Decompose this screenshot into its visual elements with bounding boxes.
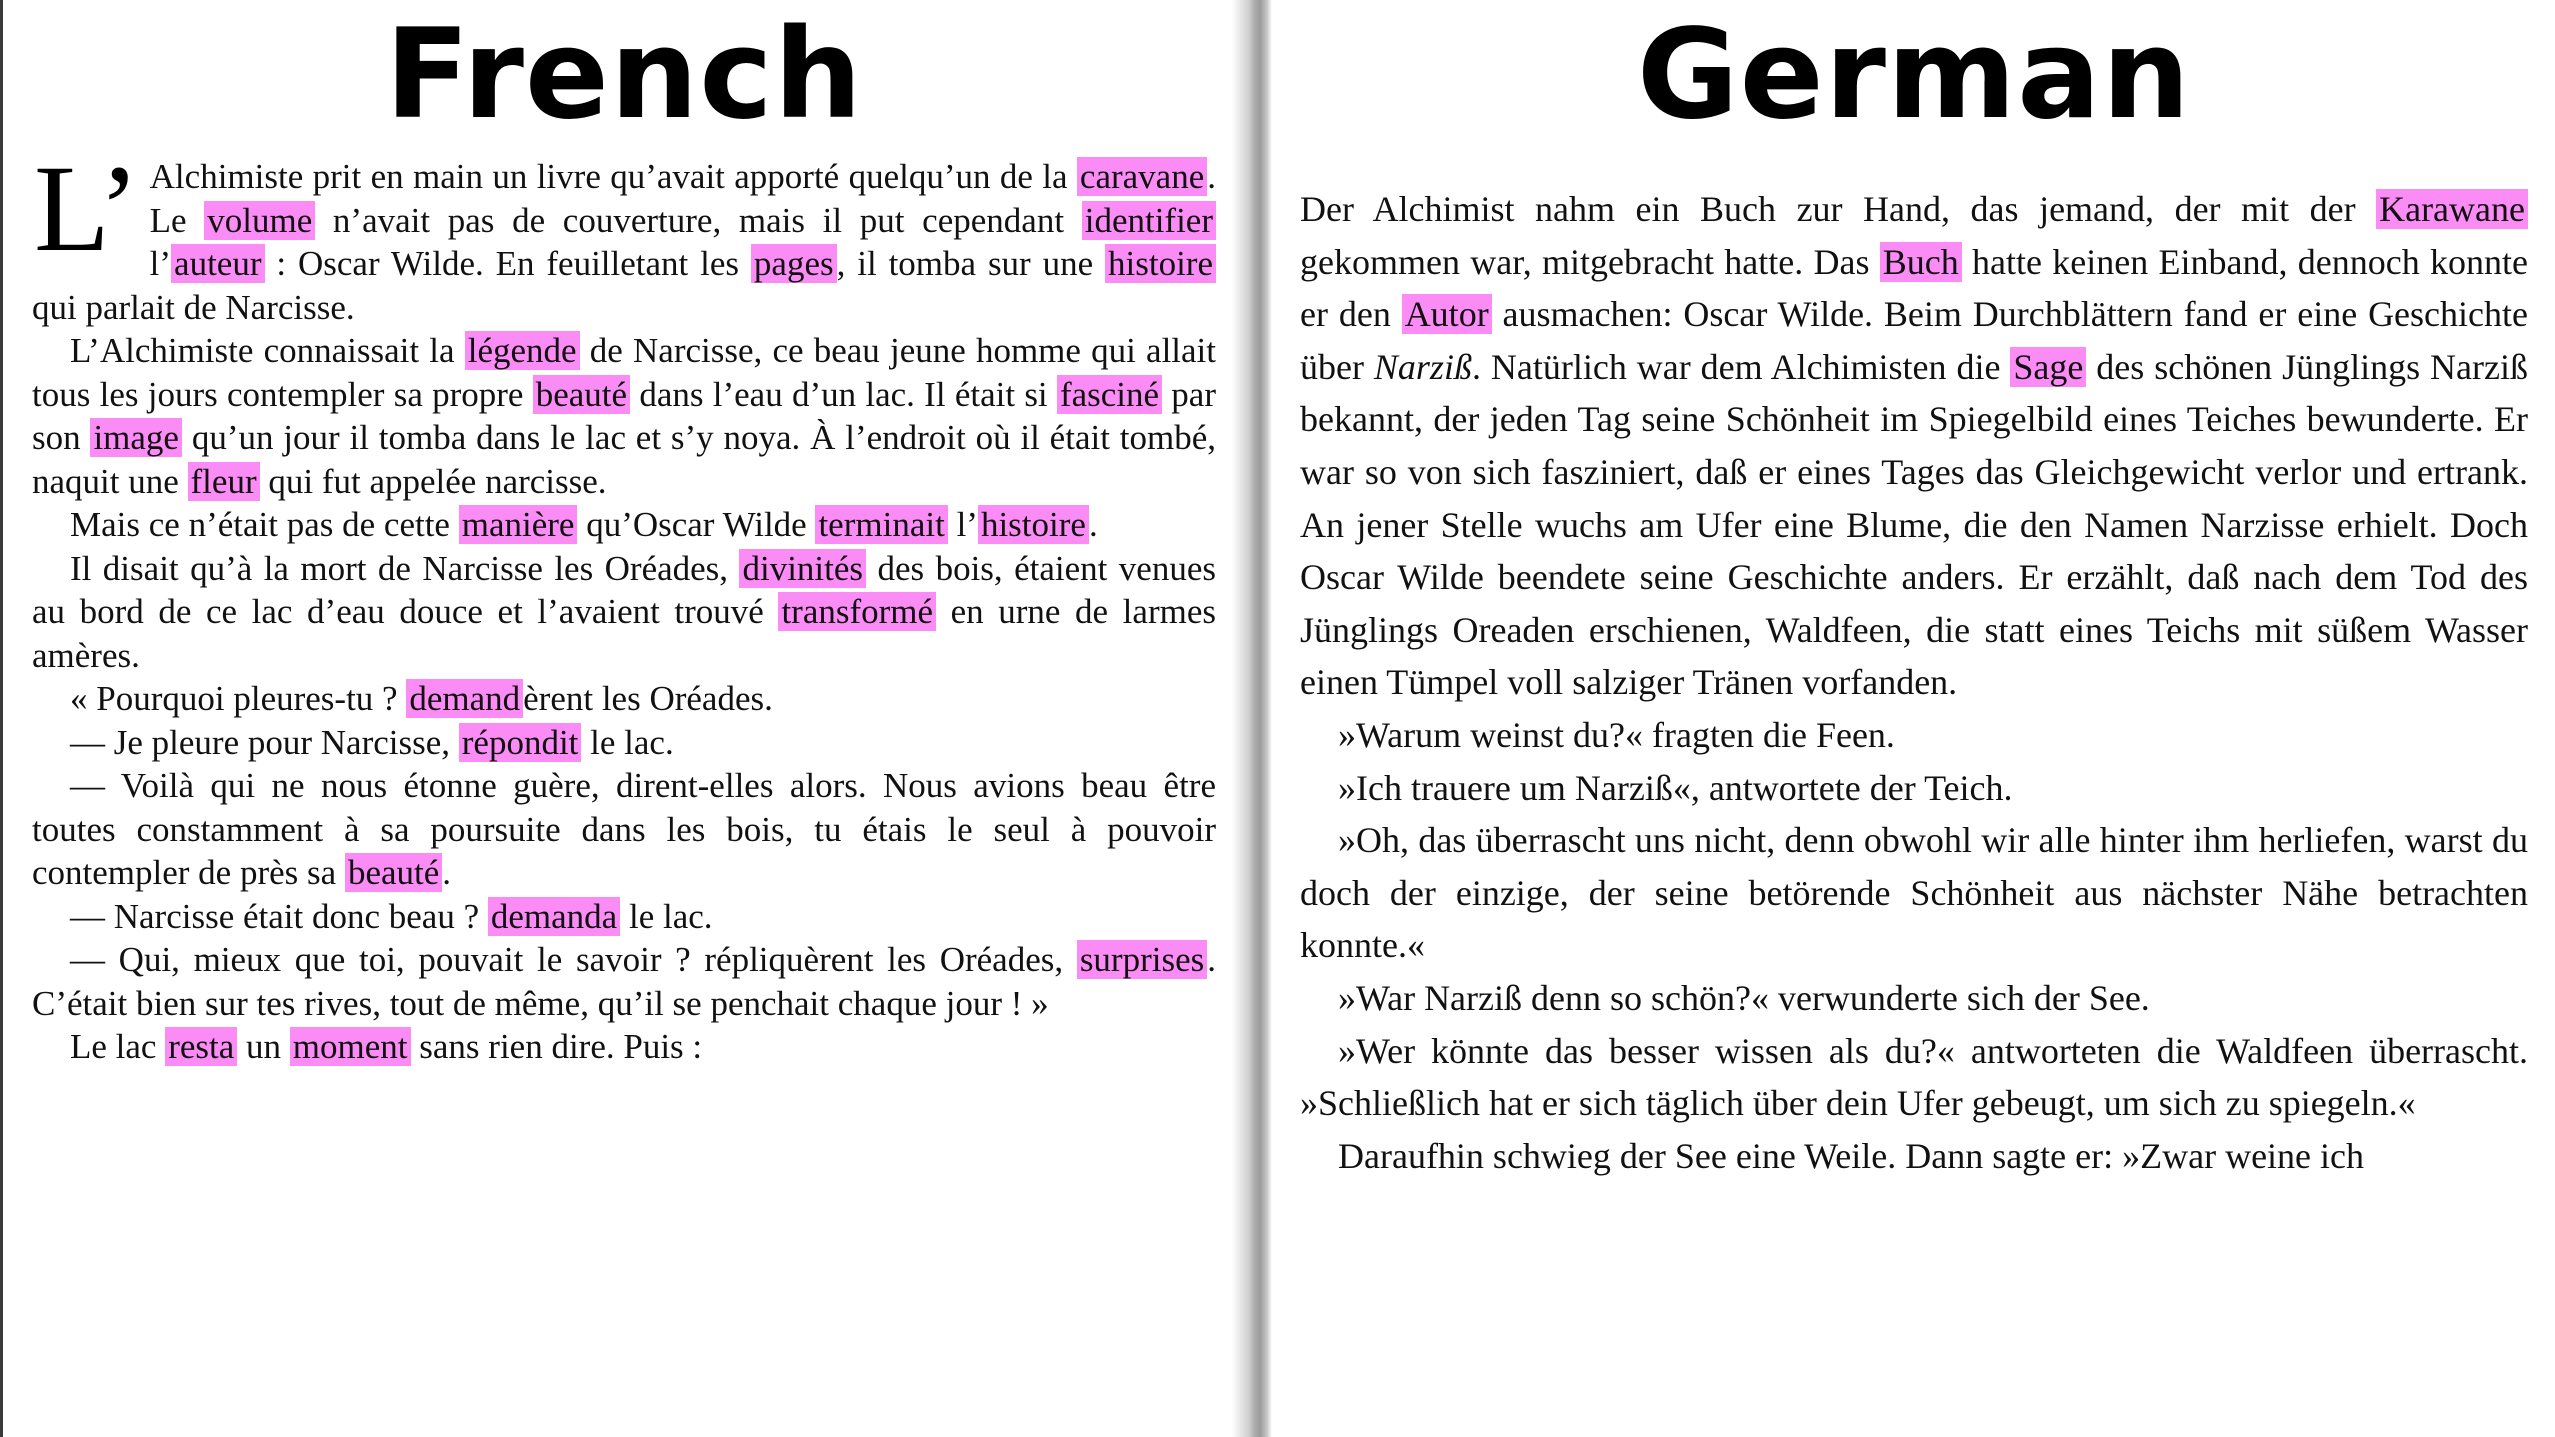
french-text <box>32 140 1217 1069</box>
drop-cap: L’ <box>34 140 140 277</box>
highlighted-word: Buch <box>1880 242 1962 282</box>
paragraph <box>32 503 1216 547</box>
highlighted-word: identifier <box>1082 201 1216 240</box>
text-segment: sans rien dire. Puis : <box>410 1027 703 1066</box>
highlighted-word: Sage <box>2010 347 2086 387</box>
text-segment: — Narcisse était donc beau ? <box>70 896 488 936</box>
paragraph <box>32 938 1216 1025</box>
text-segment: gekommen war, mitgebracht hatte. Das <box>1300 241 1880 282</box>
paragraph <box>32 677 1216 721</box>
highlighted-word: divinités <box>739 549 866 588</box>
text-segment: qu’un jour il tomba dans le lac et s’y noya. À l’endroit où il était tombé, naquit une <box>32 418 1216 501</box>
paragraph <box>32 547 1216 678</box>
highlighted-word: histoire <box>1105 244 1216 283</box>
text-segment: ausmachen: Oscar Wilde. Beim Durchblättern fand er eine Geschichte über <box>1300 294 2528 387</box>
paragraph <box>32 1025 1216 1069</box>
german-column <box>1300 0 2528 1182</box>
paragraph <box>1300 814 2528 972</box>
french-column <box>32 0 1216 1069</box>
highlighted-word: répondit <box>459 723 582 762</box>
text-segment: de Narcisse, ce beau jeune homme qui allait tous les jours contempler sa propre <box>32 331 1217 414</box>
highlighted-word: pages <box>751 244 837 283</box>
paragraph <box>32 329 1216 503</box>
text-segment: èrent les Oréades. <box>523 679 773 718</box>
highlighted-word: moment <box>290 1027 411 1066</box>
text-segment: Il disait qu’à la mort de Narcisse les Oréades, <box>70 548 740 588</box>
text-segment: — Qui, mieux que toi, pouvait le savoir ? répliquèrent les Oréades, <box>70 940 1077 979</box>
highlighted-word: terminait <box>815 505 947 544</box>
paragraph <box>32 895 1216 939</box>
text-segment: — Je pleure pour Narcisse, <box>70 722 459 762</box>
french-heading: French <box>384 3 864 147</box>
italic-word: Narziß <box>1373 346 1472 387</box>
german-heading: German <box>1636 3 2192 147</box>
text-segment: « Pourquoi pleures-tu ? <box>70 679 407 718</box>
highlighted-word: beauté <box>345 853 442 892</box>
highlighted-word: image <box>90 418 182 457</box>
highlighted-word: transformé <box>778 592 936 631</box>
text-segment: »Oh, das überrascht uns nicht, denn obwohl wir alle hinter ihm herliefen, warst du doch der einzige, der seine betörende Schönheit aus nächster Nähe betrachten konnte.« <box>1300 820 2528 966</box>
highlighted-word: manière <box>459 505 578 544</box>
paragraph <box>1300 1130 2528 1183</box>
highlighted-word: volume <box>204 201 315 240</box>
text-segment: l’ <box>149 244 172 283</box>
highlighted-word: caravane <box>1077 157 1207 196</box>
text-segment: des schönen Jünglings Narziß bekannt, der jeden Tag seine Schönheit im Spiegelbild eines Teiches bewunderte. Er war so von sich fasziniert, daß er eines Tages das Gleichgewicht verlor und ertrank. An jener Stelle wuchs am Ufer eine Blume, die den Namen Narzisse erhielt. Doch Oscar Wilde beendete seine Geschichte anders. Er erzählt, daß nach dem Tod des Jünglings Oreaden erschienen, Waldfeen, die statt eines Teichs mit süßem Wasser einen Tümpel voll salziger Tränen vorfanden. <box>1300 346 2528 703</box>
text-segment: qui parlait de Narcisse. <box>32 287 355 327</box>
text-segment: par son <box>32 374 1216 457</box>
text-segment: un <box>237 1027 290 1066</box>
text-segment: des bois, étaient venues au bord de ce lac d’eau douce et l’avaient trouvé <box>32 548 1216 631</box>
text-segment: Daraufhin schwieg der See eine Weile. Dann sagte er: »Zwar weine ich <box>1338 1135 2365 1176</box>
highlighted-word: fleur <box>188 462 260 501</box>
text-segment: Le lac <box>70 1027 166 1066</box>
text-segment: dans l’eau d’un lac. Il était si <box>630 374 1057 414</box>
text-segment: qui fut appelée narcisse. <box>259 461 607 501</box>
paragraph <box>32 140 1216 329</box>
german-text <box>1300 183 2528 1182</box>
text-segment: . C’était bien sur tes rives, tout de même, qu’il se penchait chaque jour ! » <box>32 940 1216 1023</box>
highlighted-word: légende <box>465 331 580 370</box>
paragraph <box>1300 762 2528 815</box>
text-segment: qu’Oscar Wilde <box>577 505 816 544</box>
text-segment: en urne de larmes amères. <box>32 592 1216 675</box>
text-segment: hatte keinen Einband, dennoch konnte er den <box>1300 241 2528 335</box>
highlighted-word: histoire <box>978 505 1089 544</box>
paragraph <box>1300 972 2528 1025</box>
text-segment: n’avait pas de couverture, mais il put cependant <box>315 200 1082 240</box>
highlighted-word: resta <box>165 1027 237 1066</box>
paragraph <box>1300 709 2528 762</box>
page-divider <box>1232 0 1272 1437</box>
text-segment: L’Alchimiste connaissait la <box>70 331 465 370</box>
highlighted-word: auteur <box>171 244 264 283</box>
text-segment: l’ <box>947 505 978 544</box>
text-segment: »Wer könnte das besser wissen als du?« antworteten die Waldfeen überrascht. »Schließlich hat er sich täglich über dein Ufer gebeugt, um sich zu spiegeln.« <box>1300 1030 2528 1124</box>
text-segment: : Oscar Wilde. En feuilletant les <box>264 244 751 283</box>
highlighted-word: beauté <box>533 375 630 414</box>
page-left-border <box>0 0 3 1437</box>
highlighted-word: demanda <box>488 897 620 936</box>
paragraph <box>1300 1025 2528 1130</box>
highlighted-word: Autor <box>1402 294 1492 334</box>
text-segment: Alchimiste prit en main un livre qu’avait apporté quelqu’un de la <box>149 157 1077 196</box>
text-segment: »War Narziß denn so schön?« verwunderte sich der See. <box>1338 977 2150 1018</box>
paragraph <box>32 721 1216 765</box>
text-segment: le lac. <box>620 896 713 936</box>
text-segment: . Le <box>149 157 1216 240</box>
highlighted-word: demand <box>406 679 523 718</box>
text-segment: le lac. <box>581 722 674 762</box>
highlighted-word: surprises <box>1077 940 1207 979</box>
highlighted-word: Karawane <box>2376 189 2528 229</box>
paragraph <box>32 764 1216 895</box>
text-segment: »Ich trauere um Narziß«, antwortete der Teich. <box>1338 767 2013 808</box>
text-segment: — Voilà qui ne nous étonne guère, dirent-elles alors. Nous avions beau être toutes constamment à sa poursuite dans les bois, tu étais le seul à pouvoir contempler de près sa <box>32 766 1216 892</box>
text-segment: Der Alchimist nahm ein Buch zur Hand, das jemand, der mit der <box>1300 189 2377 229</box>
highlighted-word: fasciné <box>1057 375 1162 414</box>
paragraph <box>1300 183 2528 709</box>
text-segment: . <box>442 853 452 892</box>
text-segment: , il tomba sur une <box>836 244 1106 283</box>
text-segment: . Natürlich war dem Alchimisten die <box>1471 346 2011 387</box>
text-segment: Mais ce n’était pas de cette <box>70 505 459 544</box>
text-segment: »Warum weinst du?« fragten die Feen. <box>1338 714 1895 755</box>
text-segment: . <box>1088 505 1098 544</box>
